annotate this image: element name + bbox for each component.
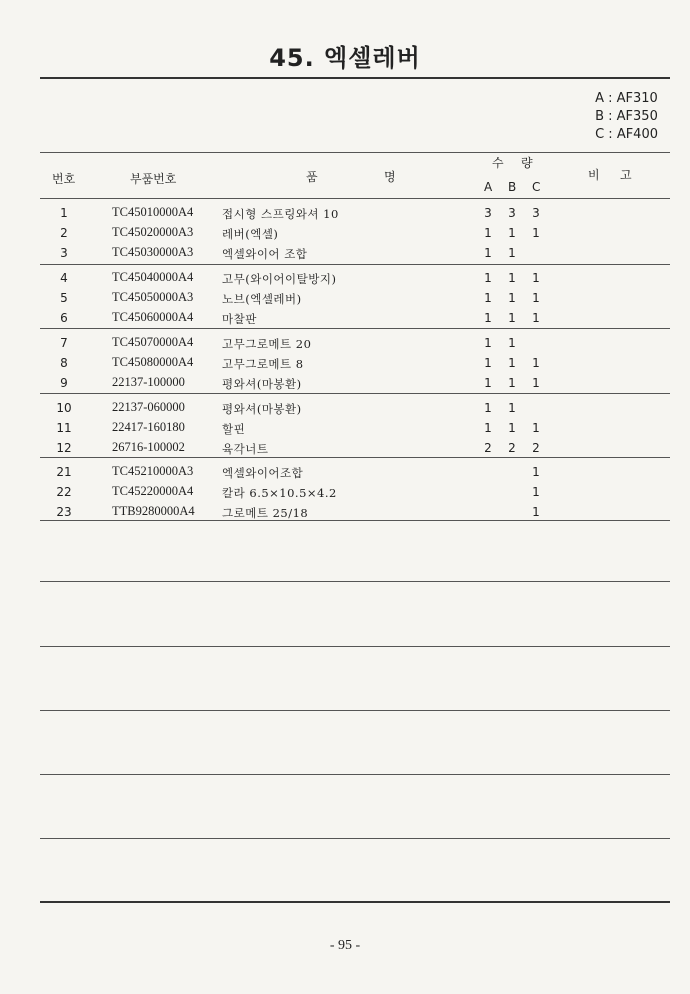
row-no: 21	[56, 465, 72, 479]
blank-rule	[40, 646, 670, 647]
header-qty-b: B	[508, 180, 517, 194]
row-qty-c: 1	[532, 485, 540, 499]
row-part-no: 22137-100000	[112, 375, 185, 389]
group-divider	[40, 264, 670, 265]
header-remark-1: 비	[588, 168, 600, 182]
row-qty-c: 1	[532, 311, 540, 325]
row-qty-c: 1	[532, 376, 540, 390]
header-qty-c: C	[532, 180, 541, 194]
row-name: 할핀	[222, 422, 246, 436]
row-part-no: TC45210000A3	[112, 464, 194, 478]
row-qty-a: 1	[484, 311, 492, 325]
header-name-2: 명	[384, 170, 396, 184]
row-no: 11	[56, 421, 72, 435]
row-qty-c: 3	[532, 206, 540, 220]
row-part-no: TC45030000A3	[112, 245, 194, 259]
title-rule	[40, 77, 670, 79]
row-part-no: 22137-060000	[112, 400, 185, 414]
row-qty-a: 1	[484, 291, 492, 305]
header-qty-a: A	[484, 180, 493, 194]
row-qty-b: 1	[508, 401, 516, 415]
row-qty-b: 3	[508, 206, 516, 220]
row-qty-a: 1	[484, 226, 492, 240]
row-no: 8	[60, 356, 68, 370]
row-qty-a: 1	[484, 356, 492, 370]
blank-rule	[40, 581, 670, 582]
row-name: 평와셔(마봉환)	[222, 377, 302, 391]
row-part-no: 26716-100002	[112, 440, 185, 454]
row-qty-c: 1	[532, 271, 540, 285]
row-name: 그로메트 25/18	[222, 506, 309, 520]
row-name: 고무그로메트 20	[222, 337, 312, 351]
row-part-no: TC45040000A4	[112, 270, 194, 284]
row-no: 7	[60, 336, 68, 350]
group-divider	[40, 457, 670, 458]
row-part-no: TC45220000A4	[112, 484, 194, 498]
row-part-no: TC45050000A3	[112, 290, 194, 304]
row-part-no: 22417-160180	[112, 420, 185, 434]
header-qty-1: 수	[492, 156, 504, 170]
header-no: 번호	[52, 172, 76, 186]
row-qty-b: 1	[508, 291, 516, 305]
model-legend	[595, 90, 658, 144]
row-name: 평와셔(마봉환)	[222, 402, 302, 416]
header-part-no: 부품번호	[130, 172, 177, 186]
row-qty-c: 1	[532, 465, 540, 479]
row-qty-b: 1	[508, 271, 516, 285]
blank-rule	[40, 774, 670, 775]
row-qty-a: 3	[484, 206, 492, 220]
row-name: 접시형 스프링와셔 10	[222, 207, 339, 221]
row-no: 4	[60, 271, 68, 285]
row-part-no: TC45080000A4	[112, 355, 194, 369]
row-qty-a: 1	[484, 376, 492, 390]
blank-rule	[40, 710, 670, 711]
row-qty-a: 1	[484, 401, 492, 415]
row-qty-c: 1	[532, 505, 540, 519]
header-top-rule	[40, 152, 670, 153]
header-qty-2: 량	[521, 156, 533, 170]
row-qty-c: 2	[532, 441, 540, 455]
row-qty-a: 1	[484, 271, 492, 285]
row-qty-b: 1	[508, 356, 516, 370]
page-title: 45. 엑셀레버	[269, 44, 421, 72]
row-no: 1	[60, 206, 68, 220]
table-bottom-rule	[40, 901, 670, 903]
row-no: 5	[60, 291, 68, 305]
row-qty-c: 1	[532, 291, 540, 305]
row-no: 23	[56, 505, 72, 519]
row-qty-a: 1	[484, 246, 492, 260]
row-qty-a: 2	[484, 441, 492, 455]
row-no: 9	[60, 376, 68, 390]
row-qty-b: 1	[508, 311, 516, 325]
row-qty-b: 1	[508, 246, 516, 260]
model-c: C : AF400	[595, 127, 658, 142]
row-no: 2	[60, 226, 68, 240]
row-qty-b: 1	[508, 336, 516, 350]
row-name: 레버(엑셀)	[222, 227, 279, 241]
row-name: 고무그로메트 8	[222, 357, 304, 371]
row-name: 고무(와이어이탈방지)	[222, 272, 337, 286]
row-no: 12	[56, 441, 72, 455]
row-no: 3	[60, 246, 68, 260]
row-name: 엑셀와이어 조합	[222, 247, 308, 261]
row-name: 칼라 6.5×10.5×4.2	[222, 486, 337, 500]
group-divider	[40, 393, 670, 394]
row-qty-b: 2	[508, 441, 516, 455]
row-no: 6	[60, 311, 68, 325]
row-name: 노브(엑셀레버)	[222, 292, 302, 306]
row-part-no: TC45020000A3	[112, 225, 194, 239]
model-b: B : AF350	[595, 109, 658, 124]
row-name: 엑셀와이어조합	[222, 466, 304, 480]
row-part-no: TC45010000A4	[112, 205, 194, 219]
row-qty-b: 1	[508, 226, 516, 240]
row-part-no: TC45060000A4	[112, 310, 194, 324]
row-name: 마찰판	[222, 312, 257, 326]
header-remark-2: 고	[620, 168, 632, 182]
header-name-1: 품	[306, 170, 318, 184]
row-qty-b: 1	[508, 376, 516, 390]
row-no: 22	[56, 485, 72, 499]
model-a: A : AF310	[595, 91, 658, 106]
row-name: 육각너트	[222, 442, 269, 456]
group-divider	[40, 520, 670, 521]
blank-rule	[40, 838, 670, 839]
row-qty-c: 1	[532, 421, 540, 435]
row-qty-c: 1	[532, 226, 540, 240]
row-qty-b: 1	[508, 421, 516, 435]
group-divider	[40, 328, 670, 329]
row-qty-a: 1	[484, 336, 492, 350]
header-bottom-rule	[40, 198, 670, 199]
row-qty-a: 1	[484, 421, 492, 435]
row-part-no: TTB9280000A4	[112, 504, 195, 518]
page-number: - 95 -	[329, 938, 361, 953]
row-no: 10	[56, 401, 72, 415]
row-qty-c: 1	[532, 356, 540, 370]
row-part-no: TC45070000A4	[112, 335, 194, 349]
